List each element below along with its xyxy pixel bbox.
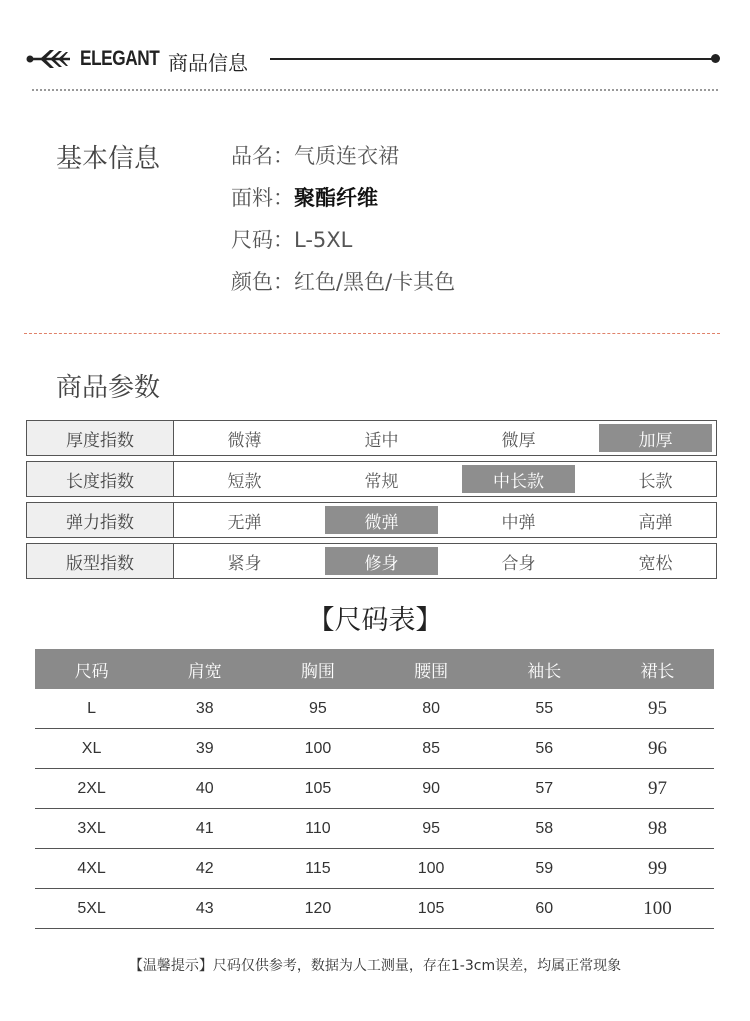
param-row-thickness	[26, 420, 717, 456]
param-option: 合身	[501, 553, 536, 574]
info-row-color	[231, 266, 455, 296]
table-cell: 43	[195, 899, 214, 917]
table-row	[35, 729, 714, 769]
size-table	[35, 649, 714, 929]
table-cell: 59	[535, 859, 554, 877]
table-cell: 100	[304, 739, 332, 757]
header-cell: 裙长	[640, 661, 675, 682]
table-cell: 60	[535, 899, 554, 917]
param-option: 加厚	[599, 424, 712, 452]
info-label: 品名：	[231, 144, 294, 168]
brand-name: ELEGANT	[80, 47, 160, 70]
table-cell: 5XL	[77, 899, 106, 917]
param-option: 无弹	[227, 512, 262, 533]
table-cell: 41	[195, 819, 214, 837]
table-cell: 120	[304, 899, 332, 917]
param-label: 弹力指数	[27, 503, 174, 537]
param-label: 长度指数	[27, 462, 174, 496]
table-row	[35, 849, 714, 889]
table-cell: 57	[535, 779, 554, 797]
table-cell: 56	[535, 739, 554, 757]
param-options	[174, 544, 716, 578]
header	[26, 40, 720, 80]
section-subtitle: 商品信息	[168, 51, 248, 75]
param-label: 版型指数	[27, 544, 174, 578]
table-cell: 95	[647, 697, 667, 719]
param-row-length	[26, 461, 717, 497]
table-cell: 80	[422, 699, 440, 717]
table-cell: 3XL	[77, 819, 106, 837]
table-cell: 55	[535, 699, 554, 717]
table-cell: 39	[195, 739, 214, 757]
table-cell: 4XL	[77, 859, 106, 877]
info-row-name	[231, 140, 399, 170]
tip-text: 【温馨提示】尺码仅供参考，数据为人工测量，存在1-3cm误差，均属正常现象	[128, 958, 622, 974]
param-option: 适中	[364, 430, 399, 451]
table-cell: 95	[309, 699, 327, 717]
dashed-divider	[24, 333, 720, 334]
header-cell: 袖长	[527, 661, 562, 682]
table-cell: 100	[643, 897, 672, 919]
param-option: 宽松	[638, 553, 673, 574]
table-cell: 96	[647, 737, 667, 759]
param-option: 修身	[325, 547, 438, 575]
param-option: 紧身	[227, 553, 262, 574]
table-cell: 90	[422, 779, 440, 797]
table-cell: 105	[304, 779, 332, 797]
table-cell: 98	[647, 817, 667, 839]
param-option: 微弹	[325, 506, 438, 534]
table-cell: 100	[417, 859, 445, 877]
info-value: 聚酯纤维	[294, 186, 378, 210]
table-cell: 99	[647, 857, 667, 879]
param-options	[174, 462, 716, 496]
info-row-fabric	[231, 182, 378, 212]
table-cell: 95	[422, 819, 440, 837]
param-row-fit	[26, 543, 717, 579]
header-cell: 腰围	[414, 661, 449, 682]
info-label: 尺码：	[231, 228, 294, 252]
table-row	[35, 809, 714, 849]
param-options	[174, 503, 716, 537]
param-option: 高弹	[638, 512, 673, 533]
param-options	[174, 421, 716, 455]
info-value: L-5XL	[294, 228, 353, 252]
header-cell: 尺码	[74, 661, 109, 682]
arrow-feather-icon	[26, 44, 72, 74]
info-value: 红色/黑色/卡其色	[294, 270, 456, 294]
size-table-title: 【尺码表】	[307, 605, 443, 636]
table-cell: 40	[195, 779, 214, 797]
param-option: 长款	[638, 471, 673, 492]
size-table-body	[35, 689, 714, 929]
params-title: 商品参数	[56, 373, 161, 403]
dotted-divider	[32, 89, 718, 91]
table-cell: 97	[647, 777, 667, 799]
param-option: 常规	[364, 471, 399, 492]
basic-info-title: 基本信息	[56, 144, 161, 174]
table-cell: 110	[305, 819, 331, 837]
table-cell: 58	[535, 819, 554, 837]
header-divider-dot	[711, 54, 720, 63]
table-row	[35, 689, 714, 729]
table-cell: 2XL	[77, 779, 106, 797]
table-cell: 105	[417, 899, 445, 917]
table-cell: 115	[305, 859, 331, 877]
info-label: 面料：	[231, 186, 294, 210]
param-row-elasticity	[26, 502, 717, 538]
param-option: 微厚	[501, 430, 536, 451]
table-row	[35, 769, 714, 809]
param-option: 微薄	[227, 430, 262, 451]
param-option: 中弹	[501, 512, 536, 533]
size-table-header	[35, 649, 714, 689]
table-cell: L	[87, 699, 97, 717]
info-row-size	[231, 224, 352, 254]
table-cell: 85	[422, 739, 440, 757]
param-option: 中长款	[462, 465, 575, 493]
table-cell: XL	[81, 739, 102, 757]
header-cell: 胸围	[300, 661, 335, 682]
param-label: 厚度指数	[27, 421, 174, 455]
header-cell: 肩宽	[187, 661, 222, 682]
info-value: 气质连衣裙	[294, 144, 399, 168]
param-option: 短款	[227, 471, 262, 492]
header-divider	[270, 58, 714, 60]
table-cell: 38	[195, 699, 214, 717]
table-row	[35, 889, 714, 929]
table-cell: 42	[195, 859, 214, 877]
info-label: 颜色：	[231, 270, 294, 294]
